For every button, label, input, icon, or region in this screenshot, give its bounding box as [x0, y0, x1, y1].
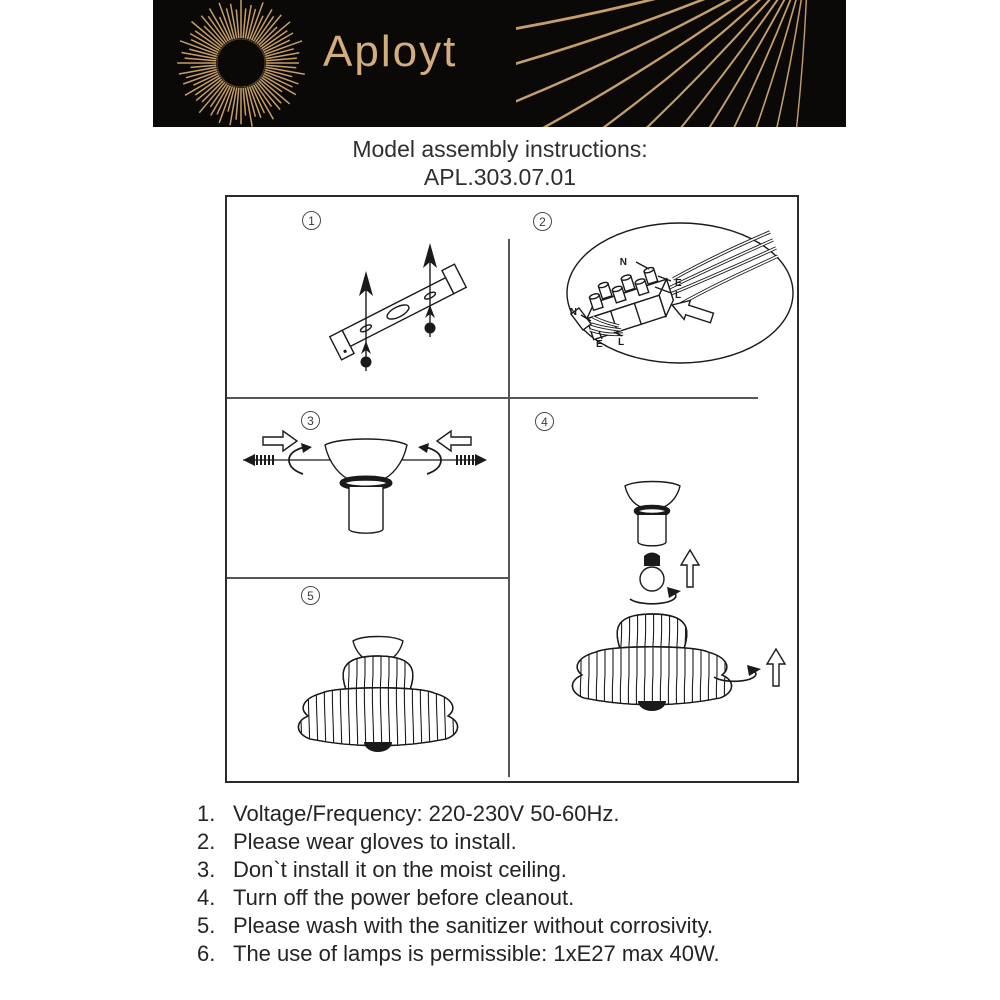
instruction-number: 2. [197, 829, 216, 854]
instruction-number: 4. [197, 885, 216, 910]
instruction-text: The use of lamps is permissible: 1xE27 max 40W. [233, 941, 720, 966]
brand-wordmark: Aployt [323, 27, 458, 76]
step-3-marker: 3 [301, 411, 320, 430]
step-1-drawing-mounting-bracket [326, 243, 470, 371]
instruction-number: 5. [197, 913, 216, 938]
model-number: APL.303.07.01 [423, 164, 577, 190]
assembly-diagram [225, 195, 799, 783]
wire-label-fixture-e: E [596, 339, 603, 350]
sunburst-logo-icon [161, 0, 321, 127]
step-3-drawing-canopy-screws [243, 431, 487, 533]
wire-label-fixture-n: N [569, 307, 577, 318]
instruction-text: Turn off the power before cleanout. [233, 885, 575, 910]
wire-label-ceiling-l: L [675, 290, 682, 301]
corner-rays-decoration-icon [516, 0, 846, 127]
instruction-number: 1. [197, 801, 216, 826]
wire-label-ceiling-n: N [619, 257, 627, 268]
instruction-text: Please wear gloves to install. [233, 829, 517, 854]
instruction-item [197, 801, 857, 827]
step-2-drawing-wiring-terminal [567, 223, 793, 363]
instruction-number: 6. [197, 941, 216, 966]
wire-label-fixture-l: L [618, 337, 625, 348]
page-title: Model assembly instructions: [352, 136, 648, 162]
brand-banner [153, 0, 846, 127]
step-2-marker: 2 [533, 212, 552, 231]
instruction-number: 3. [197, 857, 216, 882]
step-1-marker: 1 [302, 211, 321, 230]
instruction-item [197, 857, 857, 883]
instruction-item [197, 941, 857, 967]
instruction-text: Don`t install it on the moist ceiling. [233, 857, 567, 882]
instruction-text: Please wash with the sanitizer without corrosivity. [233, 913, 714, 938]
instruction-item [197, 885, 857, 911]
assembly-diagram-canvas [225, 195, 799, 783]
wire-label-ceiling-e: E [675, 278, 682, 289]
instruction-text: Voltage/Frequency: 220-230V 50-60Hz. [233, 801, 620, 826]
instruction-item [197, 829, 857, 855]
step-4-marker: 4 [535, 412, 554, 431]
step-5-drawing-assembled-fixture [298, 637, 457, 753]
step-5-marker: 5 [301, 586, 320, 605]
instruction-item [197, 913, 857, 939]
step-4-drawing-bulb-shade-assembly [572, 482, 785, 712]
